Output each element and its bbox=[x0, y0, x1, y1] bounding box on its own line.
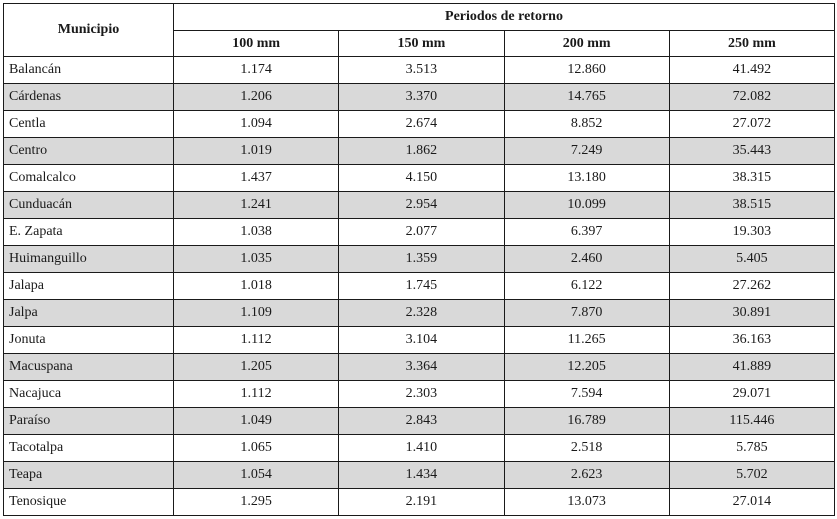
table-row bbox=[4, 489, 835, 516]
cell-250mm: 19.303 bbox=[669, 219, 834, 246]
cell-100mm: 1.035 bbox=[174, 246, 339, 273]
cell-150mm: 2.191 bbox=[339, 489, 504, 516]
cell-200mm: 12.205 bbox=[504, 354, 669, 381]
cell-100mm: 1.205 bbox=[174, 354, 339, 381]
cell-150mm: 1.410 bbox=[339, 435, 504, 462]
cell-150mm: 1.862 bbox=[339, 138, 504, 165]
cell-municipio: Jalapa bbox=[4, 273, 174, 300]
cell-150mm: 2.674 bbox=[339, 111, 504, 138]
table-row bbox=[4, 408, 835, 435]
table-row bbox=[4, 381, 835, 408]
cell-municipio: Jonuta bbox=[4, 327, 174, 354]
cell-200mm: 2.460 bbox=[504, 246, 669, 273]
cell-100mm: 1.437 bbox=[174, 165, 339, 192]
cell-150mm: 2.328 bbox=[339, 300, 504, 327]
cell-200mm: 14.765 bbox=[504, 84, 669, 111]
cell-200mm: 7.594 bbox=[504, 381, 669, 408]
cell-100mm: 1.112 bbox=[174, 327, 339, 354]
header-col-100mm: 100 mm bbox=[174, 31, 339, 57]
cell-municipio: Centro bbox=[4, 138, 174, 165]
cell-250mm: 5.785 bbox=[669, 435, 834, 462]
table-row bbox=[4, 462, 835, 489]
cell-200mm: 6.122 bbox=[504, 273, 669, 300]
table-row bbox=[4, 327, 835, 354]
cell-100mm: 1.054 bbox=[174, 462, 339, 489]
cell-250mm: 36.163 bbox=[669, 327, 834, 354]
cell-100mm: 1.295 bbox=[174, 489, 339, 516]
cell-150mm: 3.370 bbox=[339, 84, 504, 111]
cell-municipio: Comalcalco bbox=[4, 165, 174, 192]
cell-municipio: Centla bbox=[4, 111, 174, 138]
cell-100mm: 1.065 bbox=[174, 435, 339, 462]
table-row bbox=[4, 138, 835, 165]
table-row bbox=[4, 300, 835, 327]
cell-250mm: 38.315 bbox=[669, 165, 834, 192]
cell-250mm: 29.071 bbox=[669, 381, 834, 408]
cell-150mm: 4.150 bbox=[339, 165, 504, 192]
header-col-200mm: 200 mm bbox=[504, 31, 669, 57]
cell-250mm: 5.702 bbox=[669, 462, 834, 489]
table-row bbox=[4, 165, 835, 192]
cell-150mm: 3.513 bbox=[339, 57, 504, 84]
table-row bbox=[4, 246, 835, 273]
cell-100mm: 1.109 bbox=[174, 300, 339, 327]
header-col-250mm: 250 mm bbox=[669, 31, 834, 57]
table-row bbox=[4, 57, 835, 84]
cell-100mm: 1.174 bbox=[174, 57, 339, 84]
cell-150mm: 2.954 bbox=[339, 192, 504, 219]
cell-250mm: 38.515 bbox=[669, 192, 834, 219]
cell-250mm: 27.072 bbox=[669, 111, 834, 138]
cell-100mm: 1.019 bbox=[174, 138, 339, 165]
cell-250mm: 115.446 bbox=[669, 408, 834, 435]
cell-100mm: 1.049 bbox=[174, 408, 339, 435]
cell-100mm: 1.112 bbox=[174, 381, 339, 408]
cell-200mm: 12.860 bbox=[504, 57, 669, 84]
cell-200mm: 6.397 bbox=[504, 219, 669, 246]
cell-200mm: 13.180 bbox=[504, 165, 669, 192]
cell-100mm: 1.018 bbox=[174, 273, 339, 300]
cell-municipio: Cárdenas bbox=[4, 84, 174, 111]
table-row bbox=[4, 435, 835, 462]
cell-municipio: E. Zapata bbox=[4, 219, 174, 246]
header-col-150mm: 150 mm bbox=[339, 31, 504, 57]
table-row bbox=[4, 273, 835, 300]
table-body bbox=[4, 57, 835, 516]
cell-200mm: 8.852 bbox=[504, 111, 669, 138]
cell-100mm: 1.206 bbox=[174, 84, 339, 111]
cell-100mm: 1.094 bbox=[174, 111, 339, 138]
table-row bbox=[4, 111, 835, 138]
cell-250mm: 27.262 bbox=[669, 273, 834, 300]
cell-200mm: 2.518 bbox=[504, 435, 669, 462]
cell-200mm: 7.870 bbox=[504, 300, 669, 327]
cell-100mm: 1.038 bbox=[174, 219, 339, 246]
cell-200mm: 13.073 bbox=[504, 489, 669, 516]
cell-200mm: 10.099 bbox=[504, 192, 669, 219]
cell-150mm: 1.434 bbox=[339, 462, 504, 489]
table-row bbox=[4, 354, 835, 381]
table-row bbox=[4, 192, 835, 219]
cell-municipio: Paraíso bbox=[4, 408, 174, 435]
cell-municipio: Nacajuca bbox=[4, 381, 174, 408]
cell-250mm: 30.891 bbox=[669, 300, 834, 327]
cell-municipio: Huimanguillo bbox=[4, 246, 174, 273]
table-row bbox=[4, 84, 835, 111]
cell-150mm: 2.303 bbox=[339, 381, 504, 408]
cell-200mm: 11.265 bbox=[504, 327, 669, 354]
cell-150mm: 2.843 bbox=[339, 408, 504, 435]
cell-250mm: 5.405 bbox=[669, 246, 834, 273]
cell-250mm: 35.443 bbox=[669, 138, 834, 165]
cell-250mm: 72.082 bbox=[669, 84, 834, 111]
header-municipio: Municipio bbox=[4, 4, 174, 57]
return-period-table-container bbox=[3, 3, 834, 516]
cell-200mm: 7.249 bbox=[504, 138, 669, 165]
cell-municipio: Balancán bbox=[4, 57, 174, 84]
cell-150mm: 2.077 bbox=[339, 219, 504, 246]
return-period-table bbox=[3, 3, 835, 516]
cell-250mm: 41.889 bbox=[669, 354, 834, 381]
cell-150mm: 3.104 bbox=[339, 327, 504, 354]
cell-150mm: 1.359 bbox=[339, 246, 504, 273]
table-row bbox=[4, 219, 835, 246]
cell-250mm: 41.492 bbox=[669, 57, 834, 84]
cell-250mm: 27.014 bbox=[669, 489, 834, 516]
cell-150mm: 1.745 bbox=[339, 273, 504, 300]
cell-200mm: 16.789 bbox=[504, 408, 669, 435]
cell-150mm: 3.364 bbox=[339, 354, 504, 381]
cell-200mm: 2.623 bbox=[504, 462, 669, 489]
cell-municipio: Tacotalpa bbox=[4, 435, 174, 462]
cell-municipio: Teapa bbox=[4, 462, 174, 489]
header-periodos-de-retorno: Periodos de retorno bbox=[174, 4, 835, 31]
cell-municipio: Cunduacán bbox=[4, 192, 174, 219]
cell-100mm: 1.241 bbox=[174, 192, 339, 219]
cell-municipio: Jalpa bbox=[4, 300, 174, 327]
cell-municipio: Macuspana bbox=[4, 354, 174, 381]
table-header bbox=[4, 4, 835, 57]
cell-municipio: Tenosique bbox=[4, 489, 174, 516]
